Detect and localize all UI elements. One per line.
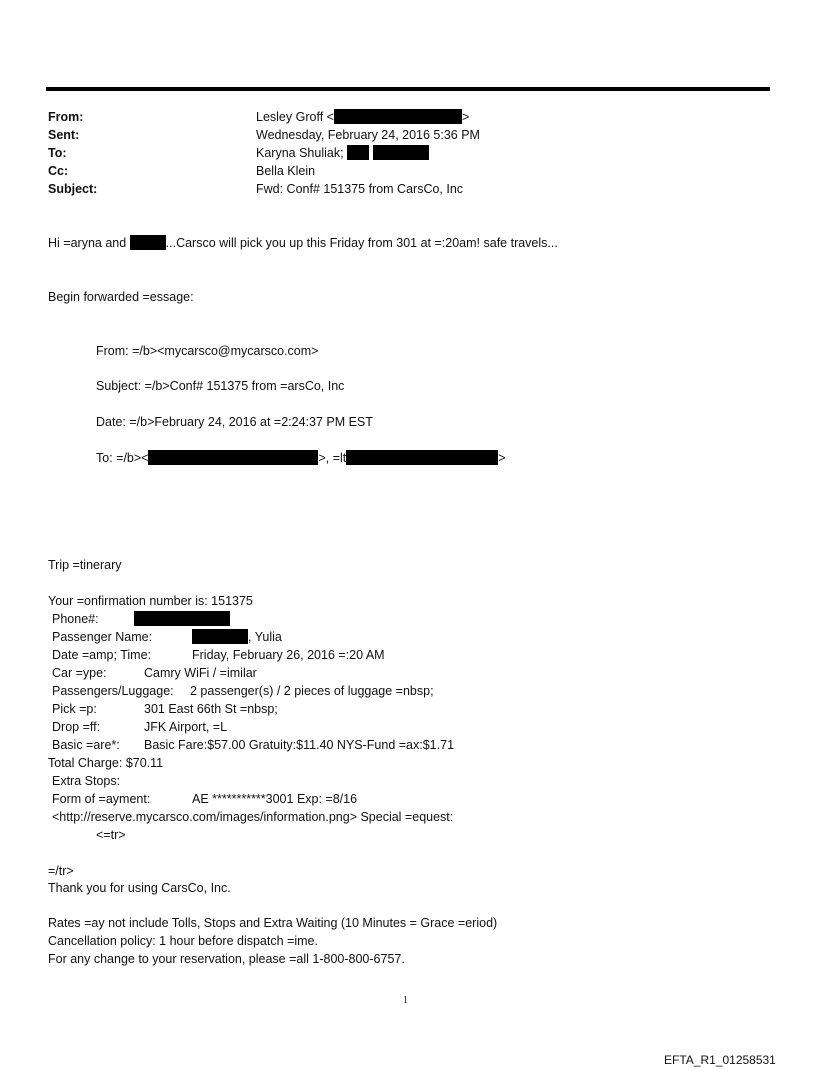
page-number: 1	[403, 995, 408, 1006]
basic-fare-value: Basic Fare:$57.00 Gratuity:$11.40 NYS-Fund =ax:$1.71	[144, 738, 455, 752]
pickup-line	[52, 700, 278, 718]
greeting-text: Hi =aryna and	[48, 236, 130, 250]
fwd-to-separator: >, =lt	[318, 451, 347, 465]
to-value	[256, 144, 429, 162]
passenger-line	[52, 628, 282, 646]
dropoff-label: Drop =ff:	[52, 720, 101, 734]
from-label: From:	[48, 110, 84, 124]
to-name: Karyna Shuliak;	[256, 146, 344, 160]
greeting-text-rest: ...Carsco will pick you up this Friday from 301 at =:20am! safe travels...	[165, 236, 558, 250]
tr-close-line: =/tr>	[48, 864, 74, 878]
total-charge-line: Total Charge: $70.11	[48, 756, 164, 770]
from-name: Lesley Groff <	[256, 110, 334, 124]
fwd-subject-line: Subject: =/b>Conf# 151375 from =arsCo, Inc	[96, 379, 345, 393]
date-label: Date =amp; Time:	[52, 648, 151, 662]
change-line: For any change to your reservation, please =all 1-800-800-6757.	[48, 952, 405, 966]
car-type-value: Camry WiFi / =imilar	[144, 666, 257, 680]
fwd-date-line: Date: =/b>February 24, 2016 at =2:24:37 PM EST	[96, 415, 373, 429]
rates-line: Rates =ay not include Tolls, Stops and Extra Waiting (10 Minutes = Grace =eriod)	[48, 916, 498, 930]
phone-line	[52, 610, 230, 628]
redaction-box	[134, 611, 230, 626]
fwd-from-line: From: =/b><mycarsco@mycarsco.com>	[96, 344, 319, 358]
confirmation-line: Your =onfirmation number is: 151375	[48, 594, 253, 608]
header-divider	[46, 87, 770, 91]
date-line	[52, 646, 385, 664]
sent-value: Wednesday, February 24, 2016 5:36 PM	[256, 128, 480, 142]
to-label: To:	[48, 146, 67, 160]
dropoff-value: JFK Airport, =L	[144, 720, 228, 734]
extra-stops-line: Extra Stops:	[52, 774, 121, 788]
pickup-label: Pick =p:	[52, 702, 97, 716]
passengers-line	[52, 682, 434, 700]
basic-fare-label: Basic =are*:	[52, 738, 120, 752]
passenger-value: , Yulia	[248, 630, 282, 644]
redaction-box	[334, 109, 462, 124]
from-value	[256, 108, 469, 126]
cc-label: Cc:	[48, 164, 69, 178]
passengers-label: Passengers/Luggage:	[52, 684, 174, 698]
dropoff-line	[52, 718, 227, 736]
fwd-to-text: To: =/b><	[96, 451, 149, 465]
car-type-label: Car =ype:	[52, 666, 107, 680]
cancellation-line: Cancellation policy: 1 hour before dispatch =ime.	[48, 934, 318, 948]
thank-you-line: Thank you for using CarsCo, Inc.	[48, 881, 231, 895]
phone-label: Phone#:	[52, 612, 99, 626]
payment-value: AE ***********3001 Exp: =8/16	[192, 792, 358, 806]
redaction-box	[346, 450, 498, 465]
greeting-line	[48, 234, 558, 252]
date-value: Friday, February 26, 2016 =:20 AM	[192, 648, 385, 662]
payment-line	[52, 790, 357, 808]
sent-label: Sent:	[48, 128, 80, 142]
fwd-to-line	[96, 449, 506, 467]
car-type-line	[52, 664, 257, 682]
redaction-box	[373, 145, 429, 160]
redaction-box	[148, 450, 318, 465]
redaction-box	[347, 145, 369, 160]
from-close: >	[461, 110, 470, 124]
payment-label: Form of =ayment:	[52, 792, 151, 806]
subject-value: Fwd: Conf# 151375 from CarsCo, Inc	[256, 182, 464, 196]
info-link-line: <http://reserve.mycarsco.com/images/information.png> Special =equest:	[52, 810, 454, 824]
basic-fare-line	[52, 736, 454, 754]
redaction-box	[130, 235, 166, 250]
redaction-box	[192, 629, 248, 644]
trip-itinerary: Trip =tinerary	[48, 558, 122, 572]
passengers-value: 2 passenger(s) / 2 pieces of luggage =nbsp;	[190, 684, 434, 698]
fwd-to-close: >	[498, 451, 506, 465]
begin-forwarded: Begin forwarded =essage:	[48, 290, 194, 304]
passenger-label: Passenger Name:	[52, 630, 153, 644]
cc-value: Bella Klein	[256, 164, 316, 178]
pickup-value: 301 East 66th St =nbsp;	[144, 702, 278, 716]
document-id: EFTA_R1_01258531	[664, 1053, 776, 1067]
subject-label: Subject:	[48, 182, 98, 196]
tr-open-line: <=tr>	[96, 828, 126, 842]
